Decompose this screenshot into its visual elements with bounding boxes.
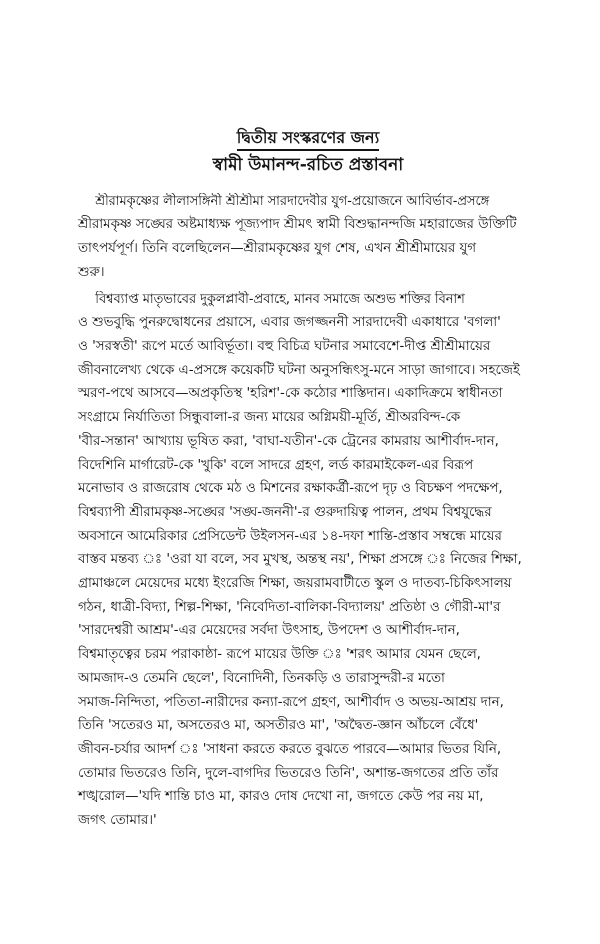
text-line: শ্রীরামকৃষ্ণ সঙ্ঘের অষ্টমাধ্যক্ষ পূজ্যপাদ শ্রীমৎ স্বামী বিশুদ্ধানন্দজি মহারাজের উক্তিটি (78, 217, 517, 233)
text-line: সমাজ-নিন্দিতা, পতিতা-নারীদের কন্যা-রূপে গ্রহণ, আশীর্বাদ ও অভয়-আশ্রয় দান, (78, 694, 504, 710)
text-line: শ্রীরামকৃষ্ণের লীলাসঙ্গিনী শ্রীশ্রীমা সারদাদেবীর যুগ-প্রয়োজনে আবির্ভাব-প্রসঙ্গে (95, 193, 490, 209)
text-line: তাৎপর্যপূর্ণ। তিনি বলেছিলেন—শ্রীরামকৃষ্ণের যুগ শেষ, এখন শ্রীশ্রীমায়ের যুগ (78, 241, 476, 257)
paragraph (78, 288, 538, 833)
text-line: বিশ্বমাতৃত্বের চরম পরাকাষ্ঠা- রূপে মায়ের উক্তি ঃ 'শরৎ আমার যেমন ছেলে, (78, 647, 481, 663)
text-line: তিনি 'সতেরও মা, অসতেরও মা, অসতীরও মা', 'অদ্বৈত-জ্ঞান আঁচলে বেঁধে' (78, 718, 479, 734)
text-line: তোমার ভিতরেও তিনি, দুলে-বাগদির ভিতরেও তিনি', অশান্ত-জগতের প্রতি তাঁর (78, 765, 499, 781)
text-line: জীবনালেখ্য থেকে এ-প্রসঙ্গে কয়েকটি ঘটনা অনুসন্ধিৎসু-মনে সাড়া জাগাবে। সহজেই (78, 362, 520, 378)
text-line: ও 'সরস্বতী' রূপে মর্তে আবির্ভূতা। বহু বিচিত্র ঘটনার সমাবেশে-দীপ্ত শ্রীশ্রীমায়ের (78, 339, 491, 354)
text-line: গ্রামাঞ্চলে মেয়েদের মধ্যে ইংরেজি শিক্ষা, জয়রামবাটীতে স্কুল ও দাতব্য-চিকিৎসালয় (78, 576, 512, 592)
text-line: 'বীর-সন্তান' আখ্যায় ভূষিত করা, 'বাঘা-যতীন'-কে ট্রেনের কামরায় আশীর্বাদ-দান, (78, 433, 499, 449)
text-line: বিদেশিনি মার্গারেট-কে 'খুকি' বলে সাদরে গ্রহণ, লর্ড কারমাইকেল-এর বিরূপ (78, 457, 474, 473)
text-line: অবসানে আমেরিকার প্রেসিডেন্ট উইলসন-এর ১৪-দফা শান্তি-প্রস্তাব সম্বন্ধে মায়ের (78, 528, 502, 544)
text-line: বিশ্বব্যাপী শ্রীরামকৃষ্ণ-সঙ্ঘের 'সঙ্ঘ-জননী'-র গুরুদায়িত্ব পালন, প্রথম বিশ্বযুদ্ধের (78, 504, 492, 520)
text-line: বাস্তব মন্তব্য ঃ 'ওরা যা বলে, সব মুখস্থ, অন্তস্থ নয়', শিক্ষা প্রসঙ্গে ঃ নিজের শিক্ষা, (78, 552, 522, 568)
text-line: মনোভাব ও রাজরোষ থেকে মঠ ও মিশনের রক্ষাকর্ত্রী-রূপে দৃঢ় ও বিচক্ষণ পদক্ষেপ, (78, 481, 503, 497)
text-line: 'সারদেশ্বরী আশ্রম'-এর মেয়েদের সর্বদা উৎসাহ, উপদেশ ও আশীর্বাদ-দান, (78, 623, 460, 639)
body-text (78, 190, 538, 833)
text-line: শঙ্খরোল—'যদি শান্তি চাও মা, কারও দোষ দেখো না, জগতে কেউ পর নয় মা, (78, 789, 484, 805)
paragraph (78, 190, 538, 285)
text-line: সংগ্রামে নির্যাতিতা সিন্ধুবালা-র জন্য মায়ের অগ্নিময়ী-মূর্তি, শ্রীঅরবিন্দ-কে (78, 410, 461, 426)
text-line: স্মরণ-পথে আসবে—অপ্রকৃতিস্থ 'হরিশ'-কে কঠোর শাস্তিদান। একাদিক্রমে স্বাধীনতা (78, 386, 503, 402)
text-line: আমজাদ-ও তেমনি ছেলে', বিনোদিনী, তিনকড়ি ও তারাসুন্দরী-র মতো (78, 670, 445, 686)
text-line: জগৎ তোমার।' (78, 813, 157, 829)
text-line: ও শুভবুদ্ধি পুনরুদ্বোধনের প্রয়াসে, এবার জগজ্জননী সারদাদেবী একাধারে 'বগলা' (78, 315, 501, 331)
text-line: জীবন-চর্যার আদর্শ ঃ 'সাধনা করতে করতে বুঝতে পারবে—আমার ভিতর যিনি, (78, 741, 502, 757)
text-line: শুরু। (78, 264, 105, 280)
text-line: বিশ্বব্যাপ্ত মাতৃভাবের দুকুলপ্লাবী-প্রবাহে, মানব সমাজে অশুভ শক্তির বিনাশ (95, 291, 465, 307)
text-line: গঠন, ধাত্রী-বিদ্যা, শিল্প-শিক্ষা, 'নিবেদিতা-বালিকা-বিদ্যালয়' প্রতিষ্ঠা ও গৌরী-মা'র (78, 599, 501, 615)
page-subtitle: স্বামী উমানন্দ-রচিত প্রস্তাবনা (212, 155, 404, 176)
heading-block (78, 128, 538, 176)
page-title: দ্বিতীয় সংস্করণের জন্য (237, 129, 379, 151)
